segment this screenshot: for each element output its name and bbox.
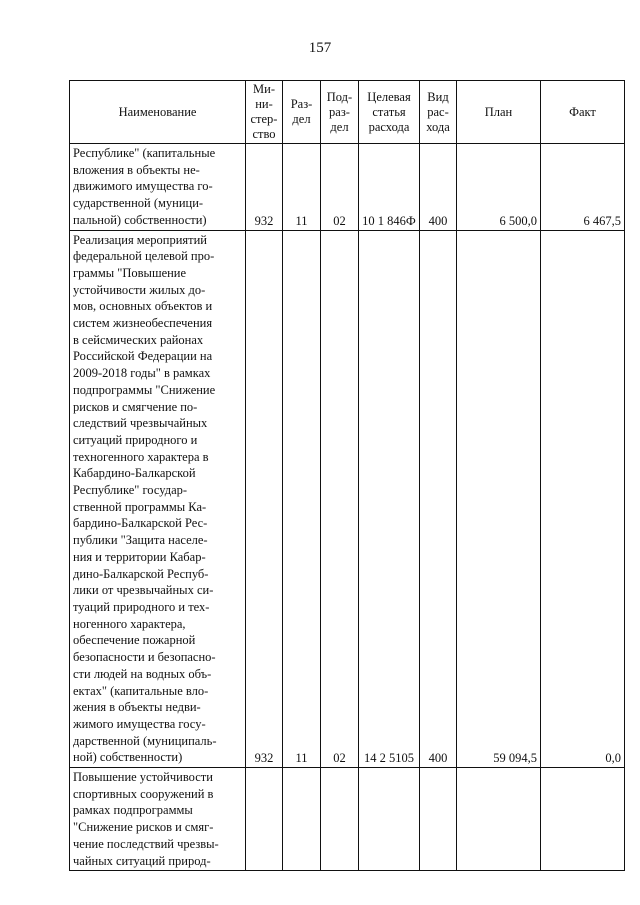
- row-plan: 59 094,5: [457, 230, 541, 768]
- table-row: [70, 230, 625, 768]
- row-target: 10 1 846Ф: [359, 144, 420, 231]
- table-row: [70, 144, 625, 231]
- row-subsection: 02: [321, 144, 359, 231]
- budget-table: [69, 80, 625, 871]
- row-plan: [457, 768, 541, 871]
- row-name: Республике" (капитальные вложения в объекты не- движимого имущества го- сударственной (муници- пальной) собственности): [70, 144, 246, 231]
- row-expense-type: 400: [420, 230, 457, 768]
- header-expense-type: Вид рас- хода: [420, 81, 457, 144]
- row-name: Повышение устойчивости спортивных сооружений в рамках подпрограммы "Снижение рисков и смяг- чение последствий чрезвы- чайных ситуаций природ-: [70, 768, 246, 871]
- row-subsection: [321, 768, 359, 871]
- row-expense-type: [420, 768, 457, 871]
- row-plan: 6 500,0: [457, 144, 541, 231]
- page-number: 157: [308, 40, 332, 56]
- row-name: Реализация мероприятий федеральной целевой про- граммы "Повышение устойчивости жилых до- мов, основных объектов и систем жизнеобеспечения в сейсмических районах Российской Федерации на 2009-2018 годы" в рамках подпрограммы "Снижение рисков и смягчение по- следствий чрезвычайных ситуаций природного и техногенного характера в Кабардино-Балкарской Республике" государ- ственной программы Ка- бардино-Балкарской Рес- публики "Защита населе- ния и территории Кабар- дино-Балкарской Респуб- лики от чрезвычайных си- туаций природного и тех- ногенного характера, обеспечение пожарной безопасности и безопасно- сти людей на водных объ- ектах" (капитальные вло- жения в объекты недви- жимого имущества госу- дарственной (муниципаль- ной) собственности): [70, 230, 246, 768]
- row-ministry: [246, 768, 283, 871]
- row-target: 14 2 5105: [359, 230, 420, 768]
- row-ministry: 932: [246, 230, 283, 768]
- header-section: Раз- дел: [283, 81, 321, 144]
- header-target: Целевая статья расхода: [359, 81, 420, 144]
- row-fact: 6 467,5: [541, 144, 625, 231]
- header-fact: Факт: [541, 81, 625, 144]
- row-expense-type: 400: [420, 144, 457, 231]
- header-row: [70, 81, 625, 144]
- row-ministry: 932: [246, 144, 283, 231]
- row-section: 11: [283, 144, 321, 231]
- header-plan: План: [457, 81, 541, 144]
- header-subsection: Под- раз- дел: [321, 81, 359, 144]
- row-fact: [541, 768, 625, 871]
- table-row: [70, 768, 625, 871]
- row-target: [359, 768, 420, 871]
- row-fact: 0,0: [541, 230, 625, 768]
- header-name: Наименование: [70, 81, 246, 144]
- row-subsection: 02: [321, 230, 359, 768]
- header-ministry: Ми- ни- стер- ство: [246, 81, 283, 144]
- row-section: [283, 768, 321, 871]
- row-section: 11: [283, 230, 321, 768]
